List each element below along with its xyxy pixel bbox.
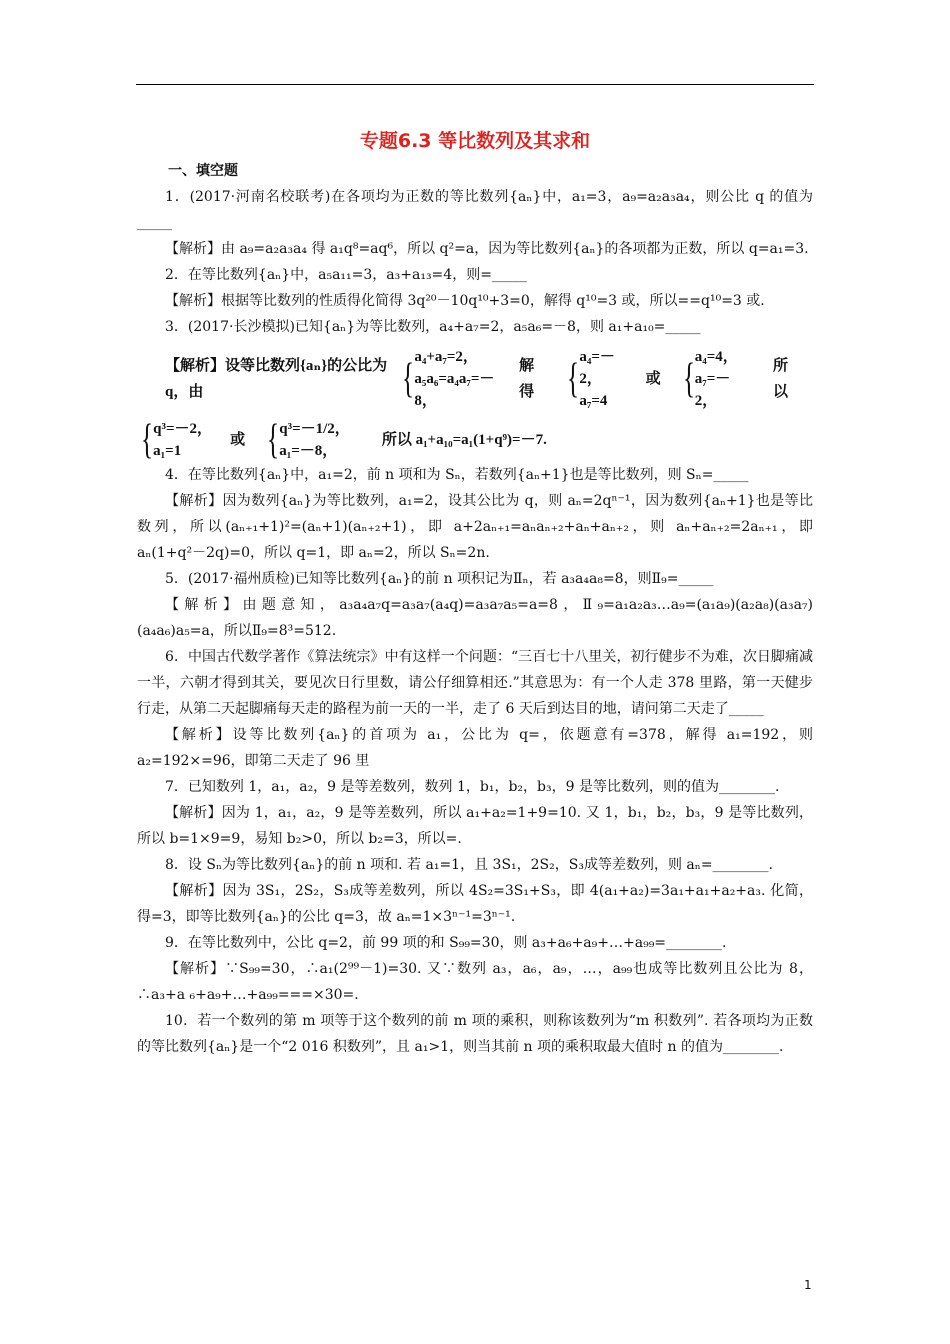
- brace-icon: {: [567, 356, 580, 402]
- brace-icon: {: [141, 417, 154, 463]
- question-6: 6．中国古代数学著作《算法统宗》中有这样一个问题：“三百七十八里关，初行健步不为难，次日脚痛减一半，六朝才得到其关，要见次日行里数，请公仔细算相还.”其意思为：有一个人走 378 里路，第一天健步行走，从第二天起脚痛每天走的路程为前一天的一半，走了 6 天后到达目的地，请问第二天走了_____: [137, 649, 813, 717]
- system-1-eq-2: a₅a₆=a₄a₇=－8，: [414, 371, 495, 409]
- solution-3-result: 所以 a₁+a₁₀=a₁(1+q⁹)=－7.: [381, 432, 547, 448]
- solution-7: 【解析】因为 1，a₁，a₂，9 是等差数列，所以 a₁+a₂=1+9=10. 又 1，b₁，b₂，b₃，9 是等比数列，所以 b=1×9=9，易知 b₂>0，所以 b₂=3，所以=.: [137, 805, 813, 847]
- system-2: [563, 346, 627, 412]
- system-1-eq-1: a₄+a₇=2，: [414, 349, 478, 365]
- page-number: 1: [804, 1278, 812, 1292]
- solution-8: 【解析】因为 3S₁，2S₂，S₃成等差数列，所以 4S₂=3S₁+S₃，即 4(a₁+a₂)=3a₁+a₁+a₂+a₃. 化简，得=3，即等比数列{aₙ}的公比 q=3，故 aₙ=1×3ⁿ⁻¹=3ⁿ⁻¹.: [137, 883, 813, 925]
- solution-5: 【解析】由题意知，a₃a₄a₇q=a₃a₇(a₄q)=a₃a₇a₅=a=8，Ⅱ₉=a₁a₂a₃…a₉=(a₁a₉)(a₂a₈)(a₃a₇)(a₄a₆)a₅=a，所以Ⅱ₉=8³=512.: [137, 597, 813, 639]
- system-5-eq-1: q³=－1/2，: [279, 421, 350, 437]
- brace-icon: {: [682, 356, 695, 402]
- solution-3-lead: 【解析】设等比数列{aₙ}的公比为 q，由: [165, 358, 388, 400]
- solution-1: 【解析】由 a₉=a₂a₃a₄ 得 a₁q⁸=aq⁶，所以 q²=a，因为等比数列{aₙ}的各项都为正数，所以 q=a₁=3.: [165, 241, 809, 257]
- question-8: 8．设 Sₙ为等比数列{aₙ}的前 n 项和. 若 a₁=1，且 3S₁，2S₂，S₃成等差数列，则 aₙ=________.: [165, 857, 773, 873]
- section-heading: 一、填空题: [168, 163, 238, 179]
- solution-9: 【解析】∵S₉₉=30，∴a₁(2⁹⁹－1)=30. 又∵数列 a₃，a₆，a₉，…，a₉₉也成等比数列且公比为 8，∴a₃+a ₆+a₉+…+a₉₉===×30=.: [137, 961, 813, 1003]
- question-5: 5．(2017·福州质检)已知等比数列{aₙ}的前 n 项积记为Ⅱₙ，若 a₃a₄a₈=8，则Ⅱ₉=_____: [165, 571, 714, 587]
- solution-2: 【解析】根据等比数列的性质得化简得 3q²⁰－10q¹⁰+3=0，解得 q¹⁰=3 或，所以==q¹⁰=3 或.: [165, 293, 765, 309]
- or-word-2: 或: [230, 432, 246, 448]
- system-3: [679, 346, 743, 412]
- system-4-eq-1: q³=－2，: [153, 421, 213, 437]
- solution-4: 【解析】因为数列{aₙ}为等比数列，a₁=2，设其公比为 q，则 aₙ=2qⁿ⁻¹，因为数列{aₙ+1}也是等比数列，所以(aₙ₊₁+1)²=(aₙ+1)(aₙ₊₂+1)，即 a+2aₙ₊₁=aₙaₙ₊₂+aₙ+aₙ₊₂，则 aₙ+aₙ₊₂=2aₙ₊₁，即 aₙ(1+q²－2q)=0，所以 q=1，即 aₙ=2，所以 Sₙ=2n.: [137, 493, 813, 561]
- system-4: [137, 418, 212, 462]
- system-2-eq-1: a₄=－2，: [579, 349, 615, 387]
- solution-3: [137, 346, 813, 462]
- question-4: 4．在等比数列{aₙ}中，a₁=2，前 n 项和为 Sₙ，若数列{aₙ+1}也是等比数列，则 Sₙ=_____: [165, 467, 749, 483]
- system-3-eq-1: a₄=4，: [694, 349, 738, 365]
- system-5: [263, 418, 350, 462]
- solution-3-line-2: [137, 418, 813, 462]
- brace-icon: {: [267, 417, 280, 463]
- header-rule: [136, 84, 814, 85]
- question-10: 10．若一个数列的第 m 项等于这个数列的前 m 项的乘积，则称该数列为“m 积数列”. 若各项均为正数的等比数列{aₙ}是一个“2 016 积数列”，且 a₁>1，则当其前 n 项的乘积取最大值时 n 的值为________.: [137, 1013, 813, 1055]
- or-word: 或: [645, 371, 661, 387]
- system-1: [398, 346, 501, 412]
- solve-word: 解得: [519, 358, 535, 400]
- so-word: 所以: [772, 358, 788, 400]
- solution-6: 【解析】设等比数列{aₙ}的首项为 a₁，公比为 q=，依题意有=378，解得 a₁=192，则 a₂=192×=96，即第二天走了 96 里: [137, 727, 813, 769]
- question-9: 9．在等比数列中，公比 q=2，前 99 项的和 S₉₉=30，则 a₃+a₆+a₉+…+a₉₉=________.: [165, 935, 727, 951]
- question-7: 7．已知数列 1，a₁，a₂，9 是等差数列，数列 1，b₁，b₂，b₃，9 是等比数列，则的值为________.: [165, 779, 780, 795]
- brace-icon: {: [402, 356, 415, 402]
- system-2-eq-2: a₇=4: [579, 393, 608, 409]
- question-2: 2．在等比数列{aₙ}中，a₅a₁₁=3，a₃+a₁₃=4，则=_____: [165, 267, 527, 283]
- solution-3-line-1: [137, 346, 813, 412]
- system-5-eq-2: a₁=－8，: [279, 443, 338, 459]
- system-3-eq-2: a₇=－2，: [694, 371, 731, 409]
- document-body: [137, 184, 813, 1060]
- page-title: 专题6.3 等比数列及其求和: [359, 130, 591, 152]
- question-3: 3．(2017·长沙模拟)已知{aₙ}为等比数列，a₄+a₇=2，a₅a₆=－8，则 a₁+a₁₀=_____: [165, 319, 701, 335]
- system-4-eq-2: a₁=1: [153, 443, 182, 459]
- question-1: 1．(2017·河南名校联考)在各项均为正数的等比数列{aₙ}中，a₁=3，a₉=a₂a₃a₄，则公比 q 的值为_____: [137, 189, 813, 231]
